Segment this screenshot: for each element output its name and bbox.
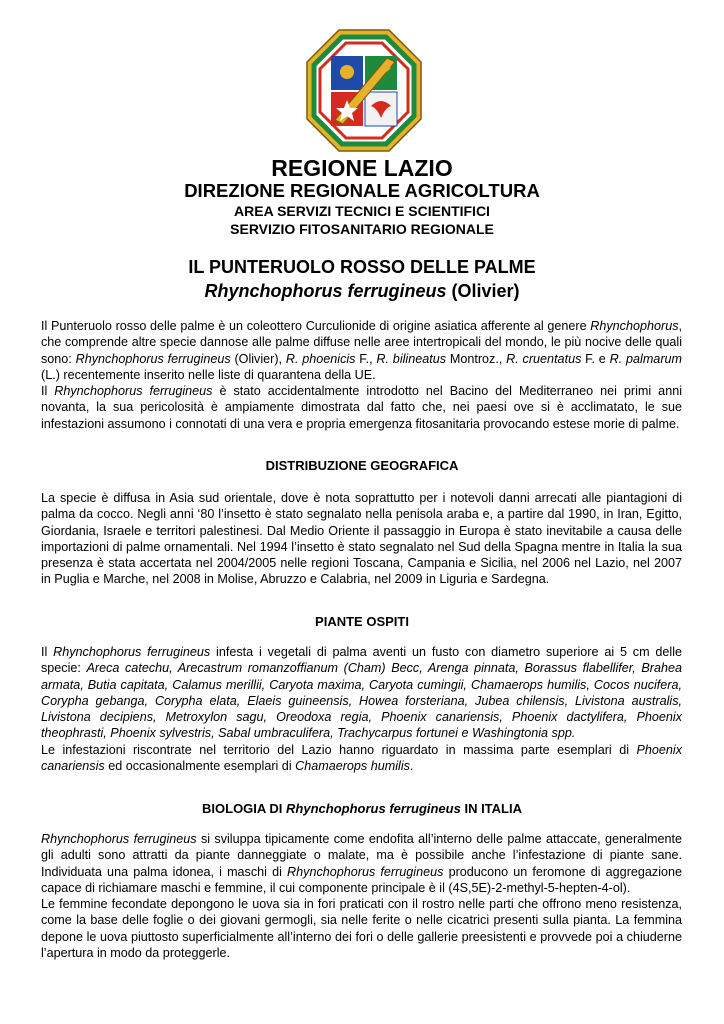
hosts-section <box>41 644 682 774</box>
biology-paragraph-1 <box>41 831 682 896</box>
italic-text-run: Rhynchophorus ferrugineus <box>54 384 213 399</box>
italic-text-run: Rhynchophorus ferrugineus <box>41 832 197 846</box>
species-author: (Olivier) <box>451 281 520 301</box>
italic-text-run: R. phoenicis <box>285 351 356 366</box>
text-run: Montroz., <box>446 351 507 366</box>
biology-heading-suffix: IN ITALIA <box>460 801 522 816</box>
text-run: infesta i vegetali di palma aventi un fusto con diametro superiore ai 5 cm delle specie: <box>41 645 683 676</box>
emblem-symbol-gold <box>340 65 354 79</box>
biology-section <box>41 831 682 961</box>
scientific-name: Rhynchophorus ferrugineus <box>204 281 447 301</box>
intro-paragraph-2 <box>41 383 682 432</box>
regione-lazio-emblem <box>305 28 423 153</box>
biology-heading-prefix: BIOLOGIA DI <box>202 801 287 816</box>
italic-text-run: Rhynchophorus <box>590 319 679 333</box>
distribution-section <box>41 490 682 588</box>
text-run: F., <box>355 351 377 366</box>
italic-text-run: Rhynchophorus ferrugineus <box>75 351 231 366</box>
text-run: Il <box>41 645 54 659</box>
italic-text-run: Rhynchophorus ferrugineus <box>53 645 211 659</box>
text-run: (L.) recentemente inserito nelle liste di quarantena della UE. <box>41 367 376 382</box>
distribution-paragraph <box>41 490 682 588</box>
italic-text-run: Rhynchophorus ferrugineus <box>287 864 444 879</box>
text-run: Le femmine fecondate depongono le uova sia in fori praticati con il rostro nelle parti che offrono meno resistenza, come la base delle foglie o dei giovani germogli, sia nelle ferite o nelle cicatrici presenti sulla pianta. La femmina depone le uova piuttosto superficialmente all’interno dei fori o delle gallerie preesistenti e provvede poi a chiuderne l’apertura in modo da proteggerle. <box>41 897 682 961</box>
text-run: è stato accidentalmente introdotto nel Bacino del Mediterraneo nei primi anni novanta, la sua pericolosità è ampiamente dimostrata dal fatto che, nei paesi ove si è acclimatato, le sue infestazioni assumono i connotati di una vera e propria emergenza fitosanitaria provocando estese morie di palme. <box>41 384 682 431</box>
text-run: . <box>409 759 414 774</box>
text-run: ed occasionalmente esemplari di <box>104 759 296 774</box>
italic-text-run: R. bilineatus <box>376 351 447 366</box>
text-run: La specie è diffusa in Asia sud orientale, dove è nota soprattutto per i notevoli danni arrecati alle piantagioni di palma da cocco. Negli anni ‘80 l’insetto è stato segnalato nella penisola araba e, a partire dal 1990, in Iran, Egitto, Giordania, Israele e territori palestinesi. Dal Medio Oriente il passaggio in Europa è stato inevitabile a causa delle importazioni di palme ornamentali. Nel 1994 l’insetto è stato segnalato nel Sud della Spagna mentre in Italia la sua presenza è stata accertata nel 2004/2005 nelle regioni Toscana, Campania e Sicilia, nel 2006 nel Lazio, nel 2007 in Puglia e Marche, nel 2008 in Molise, Abruzzo e Calabria, nel 2009 in Liguria e Sardegna. <box>41 491 682 587</box>
italic-text-run: R. cruentatus <box>506 351 582 366</box>
text-run: producono un feromone di aggregazione capace di richiamare maschi e femmine, il cui componente principale è il (4S,5E)-2-methyl-5-hepten-4-ol). <box>41 864 683 895</box>
directorate-title: DIREZIONE REGIONALE AGRICOLTURA <box>184 180 540 201</box>
text-run: Le infestazioni riscontrate nel territorio del Lazio hanno riguardato in massima parte esemplari di <box>41 742 637 757</box>
text-run: (Olivier), <box>230 351 286 366</box>
text-run: Il Punteruolo rosso delle palme è un coleottero Curculionide di origine asiatica afferente al genere <box>41 319 591 333</box>
hosts-paragraph-2 <box>41 742 682 775</box>
region-title: REGIONE LAZIO <box>271 155 453 181</box>
document-subtitle <box>0 281 724 302</box>
text-run: F. e <box>581 351 610 366</box>
text-run: si sviluppa tipicamente come endofita all’interno delle palme attaccate, generalmente gli adulti sono attratti da piante danneggiate o malate, ma è possibile anche l’infestazione di piante sane. Individuata una palma idonea, i maschi di <box>41 832 682 879</box>
area-title: AREA SERVIZI TECNICI E SCIENTIFICI <box>234 203 490 219</box>
italic-text-run: R. palmarum <box>609 351 683 366</box>
italic-text-run: Phoenix canariensis <box>41 742 682 774</box>
italic-text-run: Areca catechu, Arecastrum romanzoffianum (Cham) Becc, Arenga pinnata, Borassus flabellifer, Brahea armata, Butia capitata, Calamus merillii, Caryota maxima, Caryota cumingii, Chamaerops humilis, Cocos nucifera, Corypha gebanga, Corypha elata, Elaeis guineensis, Howea forsteriana, Jubea chilensis, Livistona australis, Livistona decipiens, Metroxylon sagu, Oreodoxa regia, Phoenix canariensis, Phoenix dactylifera, Phoenix theophrasti, Phoenix sylvestris, Sabal umbraculifera, Trachycarpus fortunei e Washingtonia spp. <box>41 661 682 741</box>
distribution-heading: DISTRIBUZIONE GEOGRAFICA <box>265 458 459 473</box>
hosts-paragraph-1 <box>41 644 682 742</box>
biology-heading <box>0 801 724 816</box>
text-run: Il <box>41 384 55 399</box>
service-title: SERVIZIO FITOSANITARIO REGIONALE <box>230 221 494 237</box>
intro-paragraph-1 <box>41 318 682 383</box>
text-run: , che comprende altre specie dannose alle palme diffuse nelle aree intertropicali del mondo, le più nocive delle quali sono: <box>41 319 682 366</box>
intro-section <box>41 318 682 432</box>
biology-heading-species: Rhynchophorus ferrugineus <box>286 801 461 816</box>
italic-text-run: Chamaerops humilis <box>295 759 410 774</box>
document-title: IL PUNTERUOLO ROSSO DELLE PALME <box>188 257 536 277</box>
hosts-heading: PIANTE OSPITI <box>315 614 409 629</box>
biology-paragraph-2 <box>41 896 682 961</box>
